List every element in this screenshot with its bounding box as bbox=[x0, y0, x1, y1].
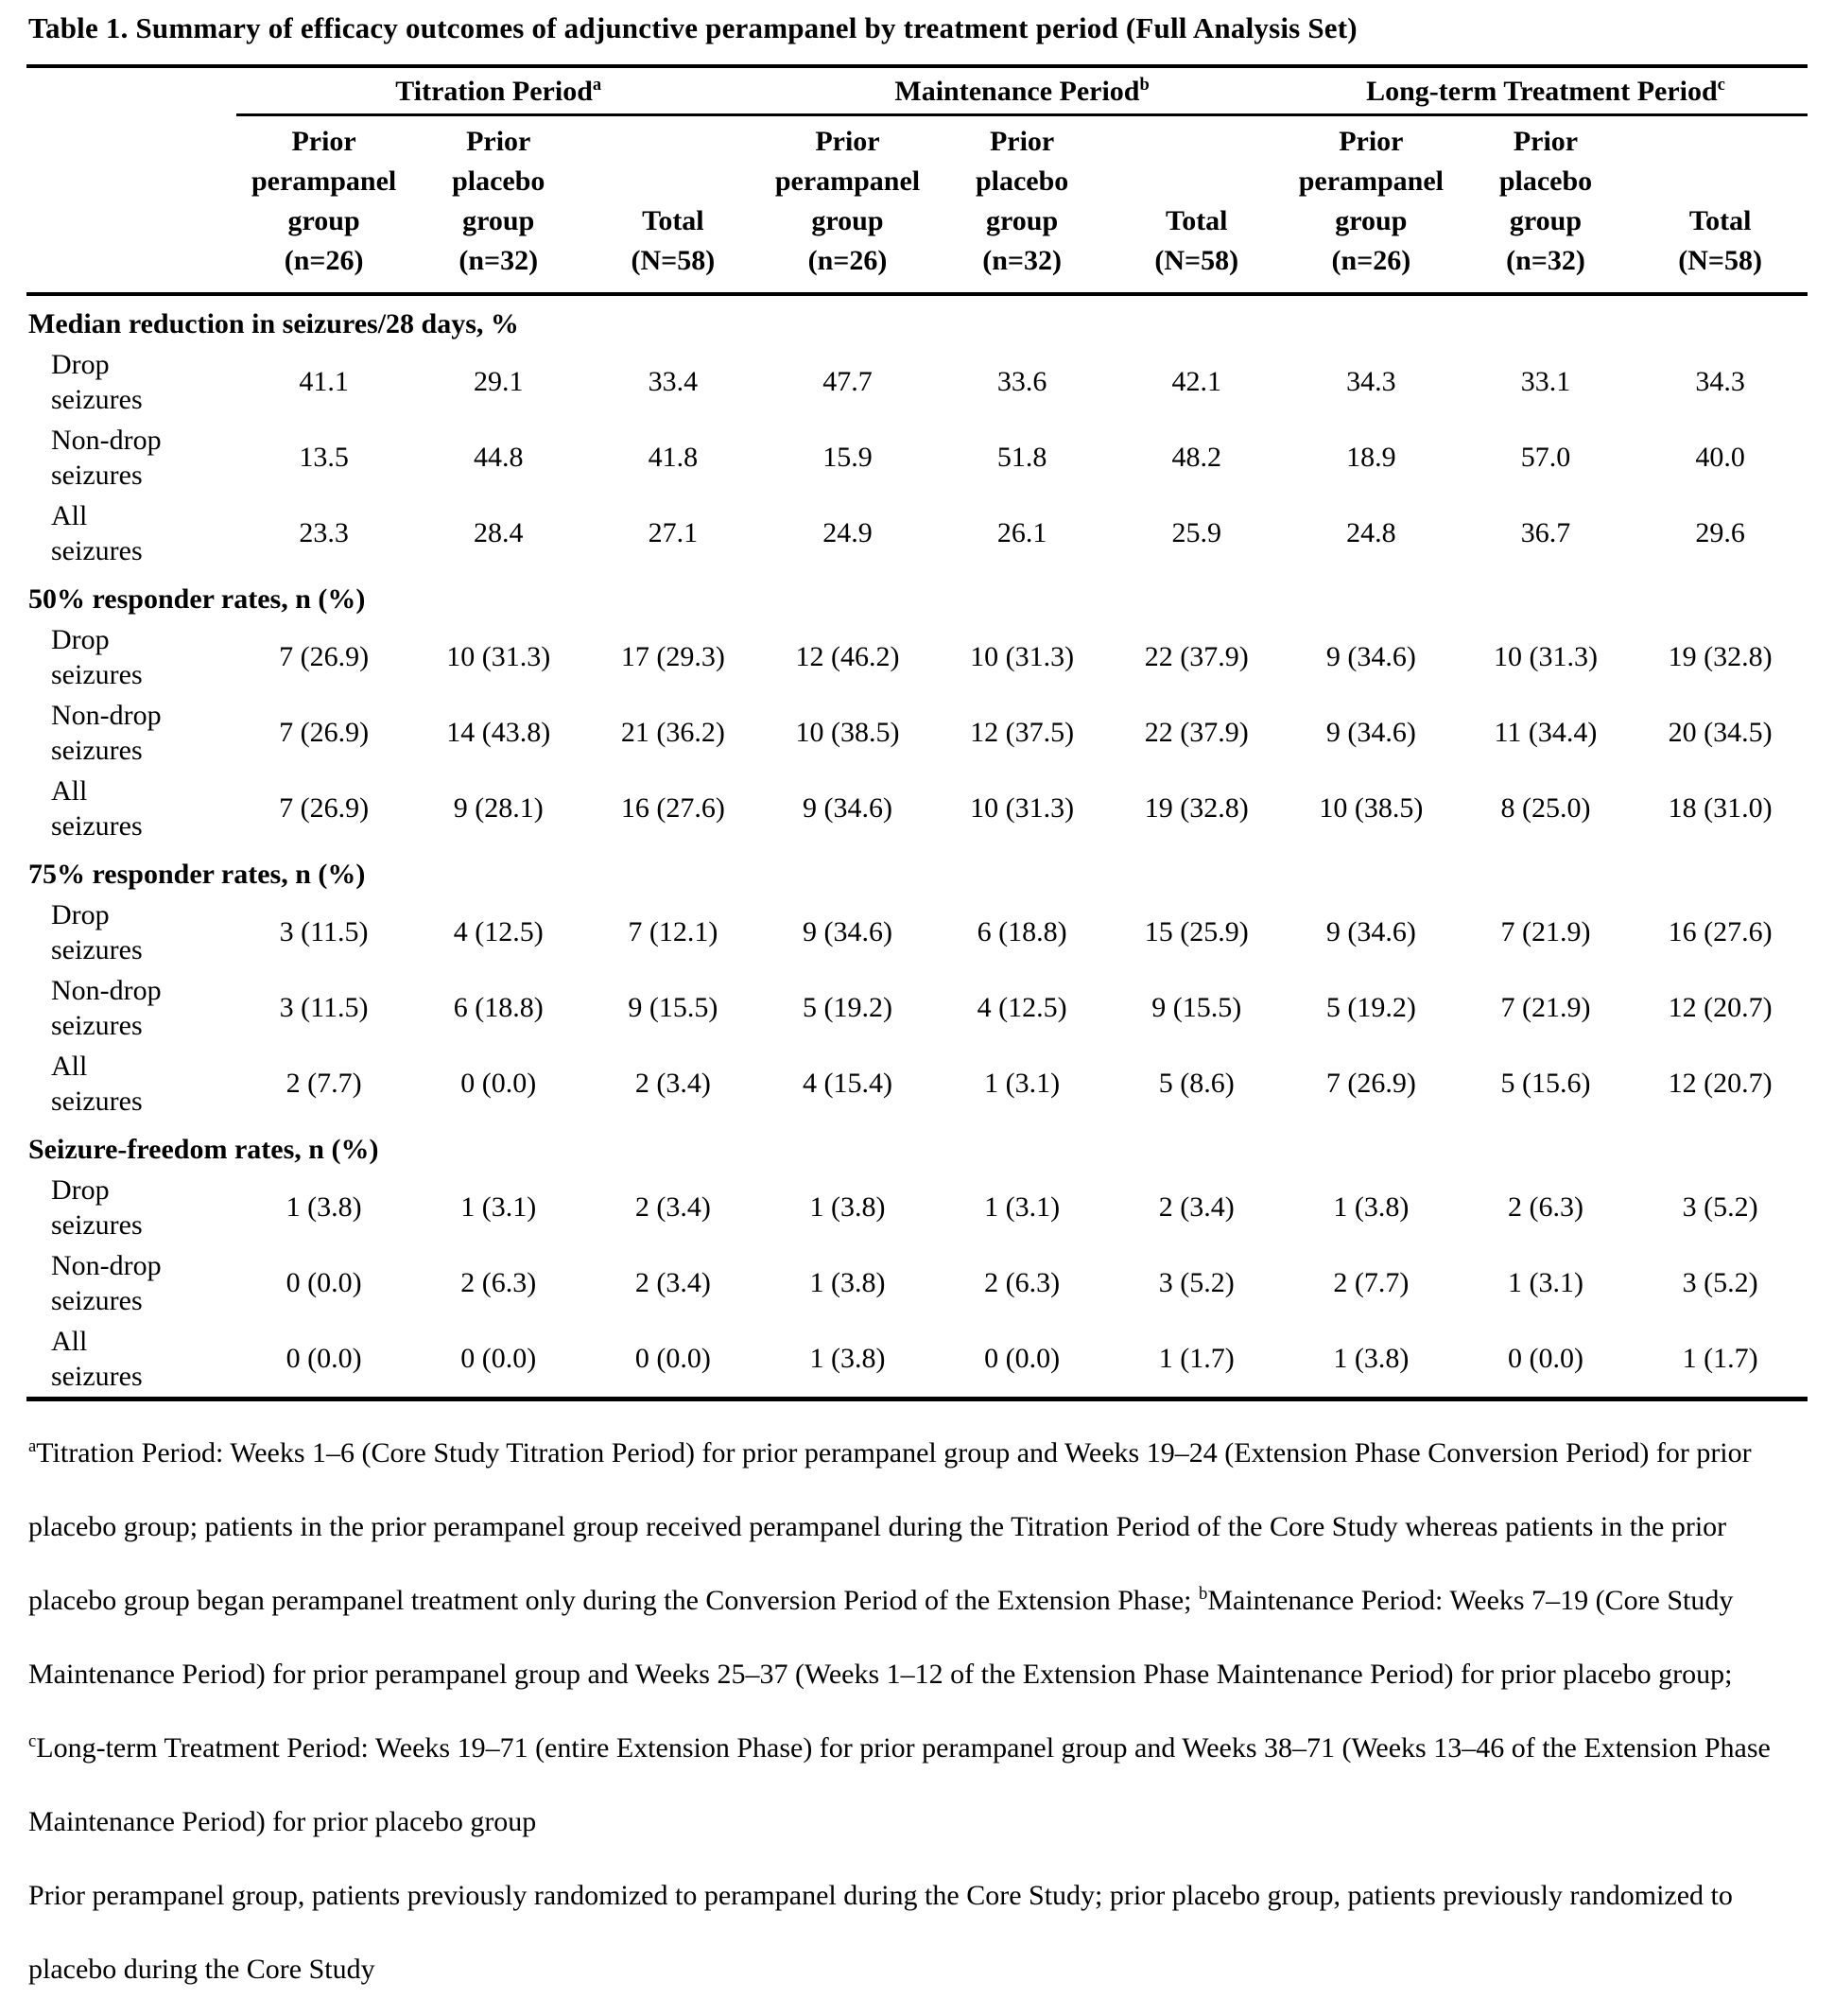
footnotes bbox=[26, 1416, 1808, 2007]
period-header-titration bbox=[236, 66, 760, 114]
data-cell: 9 (15.5) bbox=[628, 991, 718, 1023]
data-cell: 0 (0.0) bbox=[634, 1342, 711, 1374]
table-row bbox=[26, 771, 1808, 846]
data-cell: 1 (3.1) bbox=[460, 1190, 537, 1223]
column-header: Prior perampanel group (n=26) bbox=[1284, 114, 1459, 294]
data-cell: 1 (1.7) bbox=[1682, 1342, 1758, 1374]
data-cell: 23.3 bbox=[299, 516, 349, 548]
data-cell: 12 (20.7) bbox=[1668, 991, 1773, 1023]
data-cell: 1 (3.8) bbox=[809, 1190, 886, 1223]
data-cell: 9 (34.6) bbox=[1325, 640, 1416, 672]
data-cell: 5 (19.2) bbox=[1325, 991, 1416, 1023]
data-cell: 9 (34.6) bbox=[1325, 915, 1416, 947]
data-cell: 1 (1.7) bbox=[1158, 1342, 1235, 1374]
data-cell: 5 (15.6) bbox=[1500, 1067, 1591, 1099]
data-cell: 10 (38.5) bbox=[1319, 791, 1424, 824]
data-cell: 48.2 bbox=[1171, 441, 1221, 473]
table-title: Table 1. Summary of efficacy outcomes of adjunctive perampanel by treatment period (Full Analysis Set) bbox=[28, 11, 1358, 44]
table-row bbox=[26, 1046, 1808, 1121]
data-cell: 33.6 bbox=[996, 365, 1047, 397]
period-label: Titration Period bbox=[395, 76, 593, 107]
section-header-row bbox=[26, 846, 1808, 895]
data-cell: 1 (3.8) bbox=[1333, 1342, 1410, 1374]
data-cell: 14 (43.8) bbox=[446, 716, 551, 748]
data-cell: 3 (5.2) bbox=[1682, 1190, 1758, 1223]
row-label: All seizures bbox=[51, 499, 143, 566]
data-cell: 17 (29.3) bbox=[620, 640, 725, 672]
data-cell: 22 (37.9) bbox=[1144, 716, 1249, 748]
data-cell: 29.1 bbox=[473, 365, 524, 397]
data-cell: 51.8 bbox=[996, 441, 1047, 473]
data-cell: 10 (31.3) bbox=[446, 640, 551, 672]
data-cell: 33.1 bbox=[1520, 365, 1571, 397]
column-header: Prior perampanel group (n=26) bbox=[236, 114, 411, 294]
table-row bbox=[26, 970, 1808, 1046]
data-cell: 1 (3.1) bbox=[984, 1067, 1061, 1099]
row-label: Non-drop seizures bbox=[51, 974, 162, 1041]
data-cell: 18.9 bbox=[1346, 441, 1396, 473]
column-header: Prior placebo group (n=32) bbox=[935, 114, 1110, 294]
data-cell: 24.8 bbox=[1346, 516, 1396, 548]
data-cell: 0 (0.0) bbox=[285, 1266, 362, 1298]
data-cell: 27.1 bbox=[648, 516, 699, 548]
data-cell: 2 (6.3) bbox=[460, 1266, 537, 1298]
section-header: Median reduction in seizures/28 days, % bbox=[28, 307, 519, 339]
data-cell: 13.5 bbox=[299, 441, 349, 473]
data-cell: 2 (6.3) bbox=[984, 1266, 1061, 1298]
data-cell: 3 (11.5) bbox=[279, 915, 369, 947]
data-cell: 7 (21.9) bbox=[1500, 991, 1591, 1023]
row-label: Non-drop seizures bbox=[51, 1249, 162, 1316]
period-label: Maintenance Period bbox=[894, 76, 1140, 107]
section-header: 50% responder rates, n (%) bbox=[28, 582, 366, 615]
data-cell: 2 (3.4) bbox=[634, 1266, 711, 1298]
data-cell: 3 (11.5) bbox=[279, 991, 369, 1023]
row-label: All seizures bbox=[51, 1050, 143, 1117]
data-cell: 7 (26.9) bbox=[279, 791, 370, 824]
period-header-longterm bbox=[1284, 66, 1808, 114]
table-row bbox=[26, 1170, 1808, 1245]
data-cell: 1 (3.8) bbox=[809, 1266, 886, 1298]
section-header: 75% responder rates, n (%) bbox=[28, 858, 366, 890]
data-cell: 15.9 bbox=[822, 441, 873, 473]
data-cell: 41.8 bbox=[648, 441, 699, 473]
data-cell: 7 (12.1) bbox=[628, 915, 718, 947]
data-cell: 8 (25.0) bbox=[1500, 791, 1591, 824]
data-cell: 1 (3.1) bbox=[984, 1190, 1061, 1223]
period-header-row bbox=[26, 66, 1808, 114]
data-cell: 24.9 bbox=[822, 516, 873, 548]
data-cell: 57.0 bbox=[1520, 441, 1571, 473]
data-cell: 10 (38.5) bbox=[795, 716, 900, 748]
data-cell: 44.8 bbox=[473, 441, 524, 473]
data-cell: 0 (0.0) bbox=[460, 1067, 537, 1099]
data-cell: 9 (34.6) bbox=[802, 915, 892, 947]
data-cell: 4 (15.4) bbox=[802, 1067, 892, 1099]
table-row bbox=[26, 344, 1808, 420]
table-body bbox=[26, 294, 1808, 1399]
data-cell: 9 (34.6) bbox=[1325, 716, 1416, 748]
data-cell: 28.4 bbox=[473, 516, 524, 548]
data-cell: 36.7 bbox=[1520, 516, 1571, 548]
data-cell: 12 (20.7) bbox=[1668, 1067, 1773, 1099]
data-cell: 9 (28.1) bbox=[453, 791, 544, 824]
data-cell: 5 (19.2) bbox=[802, 991, 892, 1023]
data-cell: 19 (32.8) bbox=[1144, 791, 1249, 824]
data-cell: 7 (26.9) bbox=[1325, 1067, 1416, 1099]
table-row bbox=[26, 495, 1808, 571]
footnote-marker: c bbox=[28, 1730, 37, 1751]
data-cell: 1 (3.1) bbox=[1507, 1266, 1583, 1298]
section-header-row bbox=[26, 571, 1808, 619]
data-cell: 25.9 bbox=[1171, 516, 1221, 548]
data-cell: 19 (32.8) bbox=[1668, 640, 1773, 672]
data-cell: 12 (46.2) bbox=[795, 640, 900, 672]
column-header: Prior placebo group (n=32) bbox=[411, 114, 586, 294]
row-label: Drop seizures bbox=[51, 348, 143, 415]
data-cell: 40.0 bbox=[1695, 441, 1745, 473]
column-header: Total (N=58) bbox=[1633, 114, 1808, 294]
table-row bbox=[26, 619, 1808, 695]
data-cell: 33.4 bbox=[648, 365, 699, 397]
stub-blank-cell bbox=[26, 66, 236, 114]
section-header-row bbox=[26, 1121, 1808, 1170]
column-header-row bbox=[26, 114, 1808, 294]
data-cell: 9 (15.5) bbox=[1151, 991, 1242, 1023]
row-label: Non-drop seizures bbox=[51, 699, 162, 766]
column-header: Total (N=58) bbox=[1109, 114, 1284, 294]
data-cell: 3 (5.2) bbox=[1158, 1266, 1235, 1298]
data-cell: 18 (31.0) bbox=[1668, 791, 1773, 824]
data-cell: 12 (37.5) bbox=[970, 716, 1075, 748]
data-cell: 2 (7.7) bbox=[285, 1067, 362, 1099]
data-cell: 0 (0.0) bbox=[984, 1342, 1061, 1374]
row-label: All seizures bbox=[51, 774, 143, 842]
data-cell: 2 (3.4) bbox=[1158, 1190, 1235, 1223]
table-row bbox=[26, 695, 1808, 771]
data-cell: 29.6 bbox=[1695, 516, 1745, 548]
data-cell: 1 (3.8) bbox=[1333, 1190, 1410, 1223]
data-cell: 6 (18.8) bbox=[977, 915, 1067, 947]
footnote-marker-b: b bbox=[1139, 75, 1150, 95]
period-label: Long-term Treatment Period bbox=[1366, 76, 1718, 107]
data-cell: 42.1 bbox=[1171, 365, 1221, 397]
row-label: Drop seizures bbox=[51, 1173, 143, 1241]
data-cell: 41.1 bbox=[299, 365, 349, 397]
data-cell: 16 (27.6) bbox=[1668, 915, 1773, 947]
table-row bbox=[26, 1245, 1808, 1321]
data-cell: 5 (8.6) bbox=[1158, 1067, 1235, 1099]
data-cell: 4 (12.5) bbox=[977, 991, 1067, 1023]
data-cell: 1 (3.8) bbox=[285, 1190, 362, 1223]
data-cell: 2 (6.3) bbox=[1507, 1190, 1583, 1223]
table-row bbox=[26, 1321, 1808, 1399]
row-label: Drop seizures bbox=[51, 898, 143, 965]
data-cell: 26.1 bbox=[996, 516, 1047, 548]
row-label: All seizures bbox=[51, 1325, 143, 1392]
column-header: Total (N=58) bbox=[586, 114, 761, 294]
data-cell: 21 (36.2) bbox=[620, 716, 725, 748]
data-cell: 10 (31.3) bbox=[970, 791, 1075, 824]
data-cell: 7 (26.9) bbox=[279, 716, 370, 748]
column-header: Prior placebo group (n=32) bbox=[1459, 114, 1634, 294]
efficacy-outcomes-table bbox=[26, 64, 1808, 1401]
data-cell: 2 (3.4) bbox=[634, 1190, 711, 1223]
data-cell: 20 (34.5) bbox=[1668, 716, 1773, 748]
data-cell: 34.3 bbox=[1695, 365, 1745, 397]
data-cell: 9 (34.6) bbox=[802, 791, 892, 824]
data-cell: 34.3 bbox=[1346, 365, 1396, 397]
data-cell: 7 (21.9) bbox=[1500, 915, 1591, 947]
row-label: Non-drop seizures bbox=[51, 424, 162, 491]
section-header: Seizure-freedom rates, n (%) bbox=[28, 1133, 379, 1165]
data-cell: 16 (27.6) bbox=[620, 791, 725, 824]
data-cell: 6 (18.8) bbox=[453, 991, 544, 1023]
data-cell: 22 (37.9) bbox=[1144, 640, 1249, 672]
data-cell: 11 (34.4) bbox=[1494, 716, 1598, 748]
section-header-row bbox=[26, 294, 1808, 344]
data-cell: 2 (3.4) bbox=[634, 1067, 711, 1099]
period-header-maintenance bbox=[760, 66, 1284, 114]
data-cell: 2 (7.7) bbox=[1333, 1266, 1410, 1298]
row-label: Drop seizures bbox=[51, 623, 143, 690]
data-cell: 47.7 bbox=[822, 365, 873, 397]
data-cell: 4 (12.5) bbox=[453, 915, 544, 947]
footnote-marker-a: a bbox=[592, 75, 602, 95]
table-row bbox=[26, 895, 1808, 970]
data-cell: 15 (25.9) bbox=[1144, 915, 1249, 947]
footnote-paragraph: Prior perampanel group, patients previously randomized to perampanel during the Core Study; prior placebo group, patients previously randomized to placebo during the Core Study bbox=[28, 1879, 1733, 1985]
table-row bbox=[26, 420, 1808, 495]
data-cell: 10 (31.3) bbox=[1493, 640, 1598, 672]
data-cell: 0 (0.0) bbox=[1507, 1342, 1583, 1374]
footnote-marker: b bbox=[1199, 1583, 1208, 1604]
footnote-marker: a bbox=[28, 1435, 37, 1456]
data-cell: 7 (26.9) bbox=[279, 640, 370, 672]
data-cell: 3 (5.2) bbox=[1682, 1266, 1758, 1298]
data-cell: 1 (3.8) bbox=[809, 1342, 886, 1374]
column-header: Prior perampanel group (n=26) bbox=[760, 114, 935, 294]
footnote-marker-c: c bbox=[1717, 75, 1725, 95]
data-cell: 0 (0.0) bbox=[285, 1342, 362, 1374]
data-cell: 10 (31.3) bbox=[970, 640, 1075, 672]
data-cell: 0 (0.0) bbox=[460, 1342, 537, 1374]
footnote-paragraph: $^a$Titration Period: Weeks 1–6 (Core Study Titration Period) for prior perampanel group and Weeks 19–24 (Extension Phase Conversion Period) for prior placebo group; patients in the prior perampanel group received perampanel during the Titration Period of the Core Study whereas patients in the prior placebo group began perampanel treatment only during the Conversion Period of the Extension Phase; $^b$Maintenance Period: Weeks 7–19 (Core Study Maintenance Period) for prior perampanel group and Weeks 25–37 (Weeks 1–12 of the Extension Phase Maintenance Period) for prior placebo group; $^c$Long-term Treatment Period: Weeks 19–71 (entire Extension Phase) for prior perampanel group and Weeks 38–71 (Weeks 13–46 of the Extension Phase Maintenance Period) for prior placebo group bbox=[28, 1435, 1771, 1837]
stub-blank-cell bbox=[26, 114, 236, 294]
